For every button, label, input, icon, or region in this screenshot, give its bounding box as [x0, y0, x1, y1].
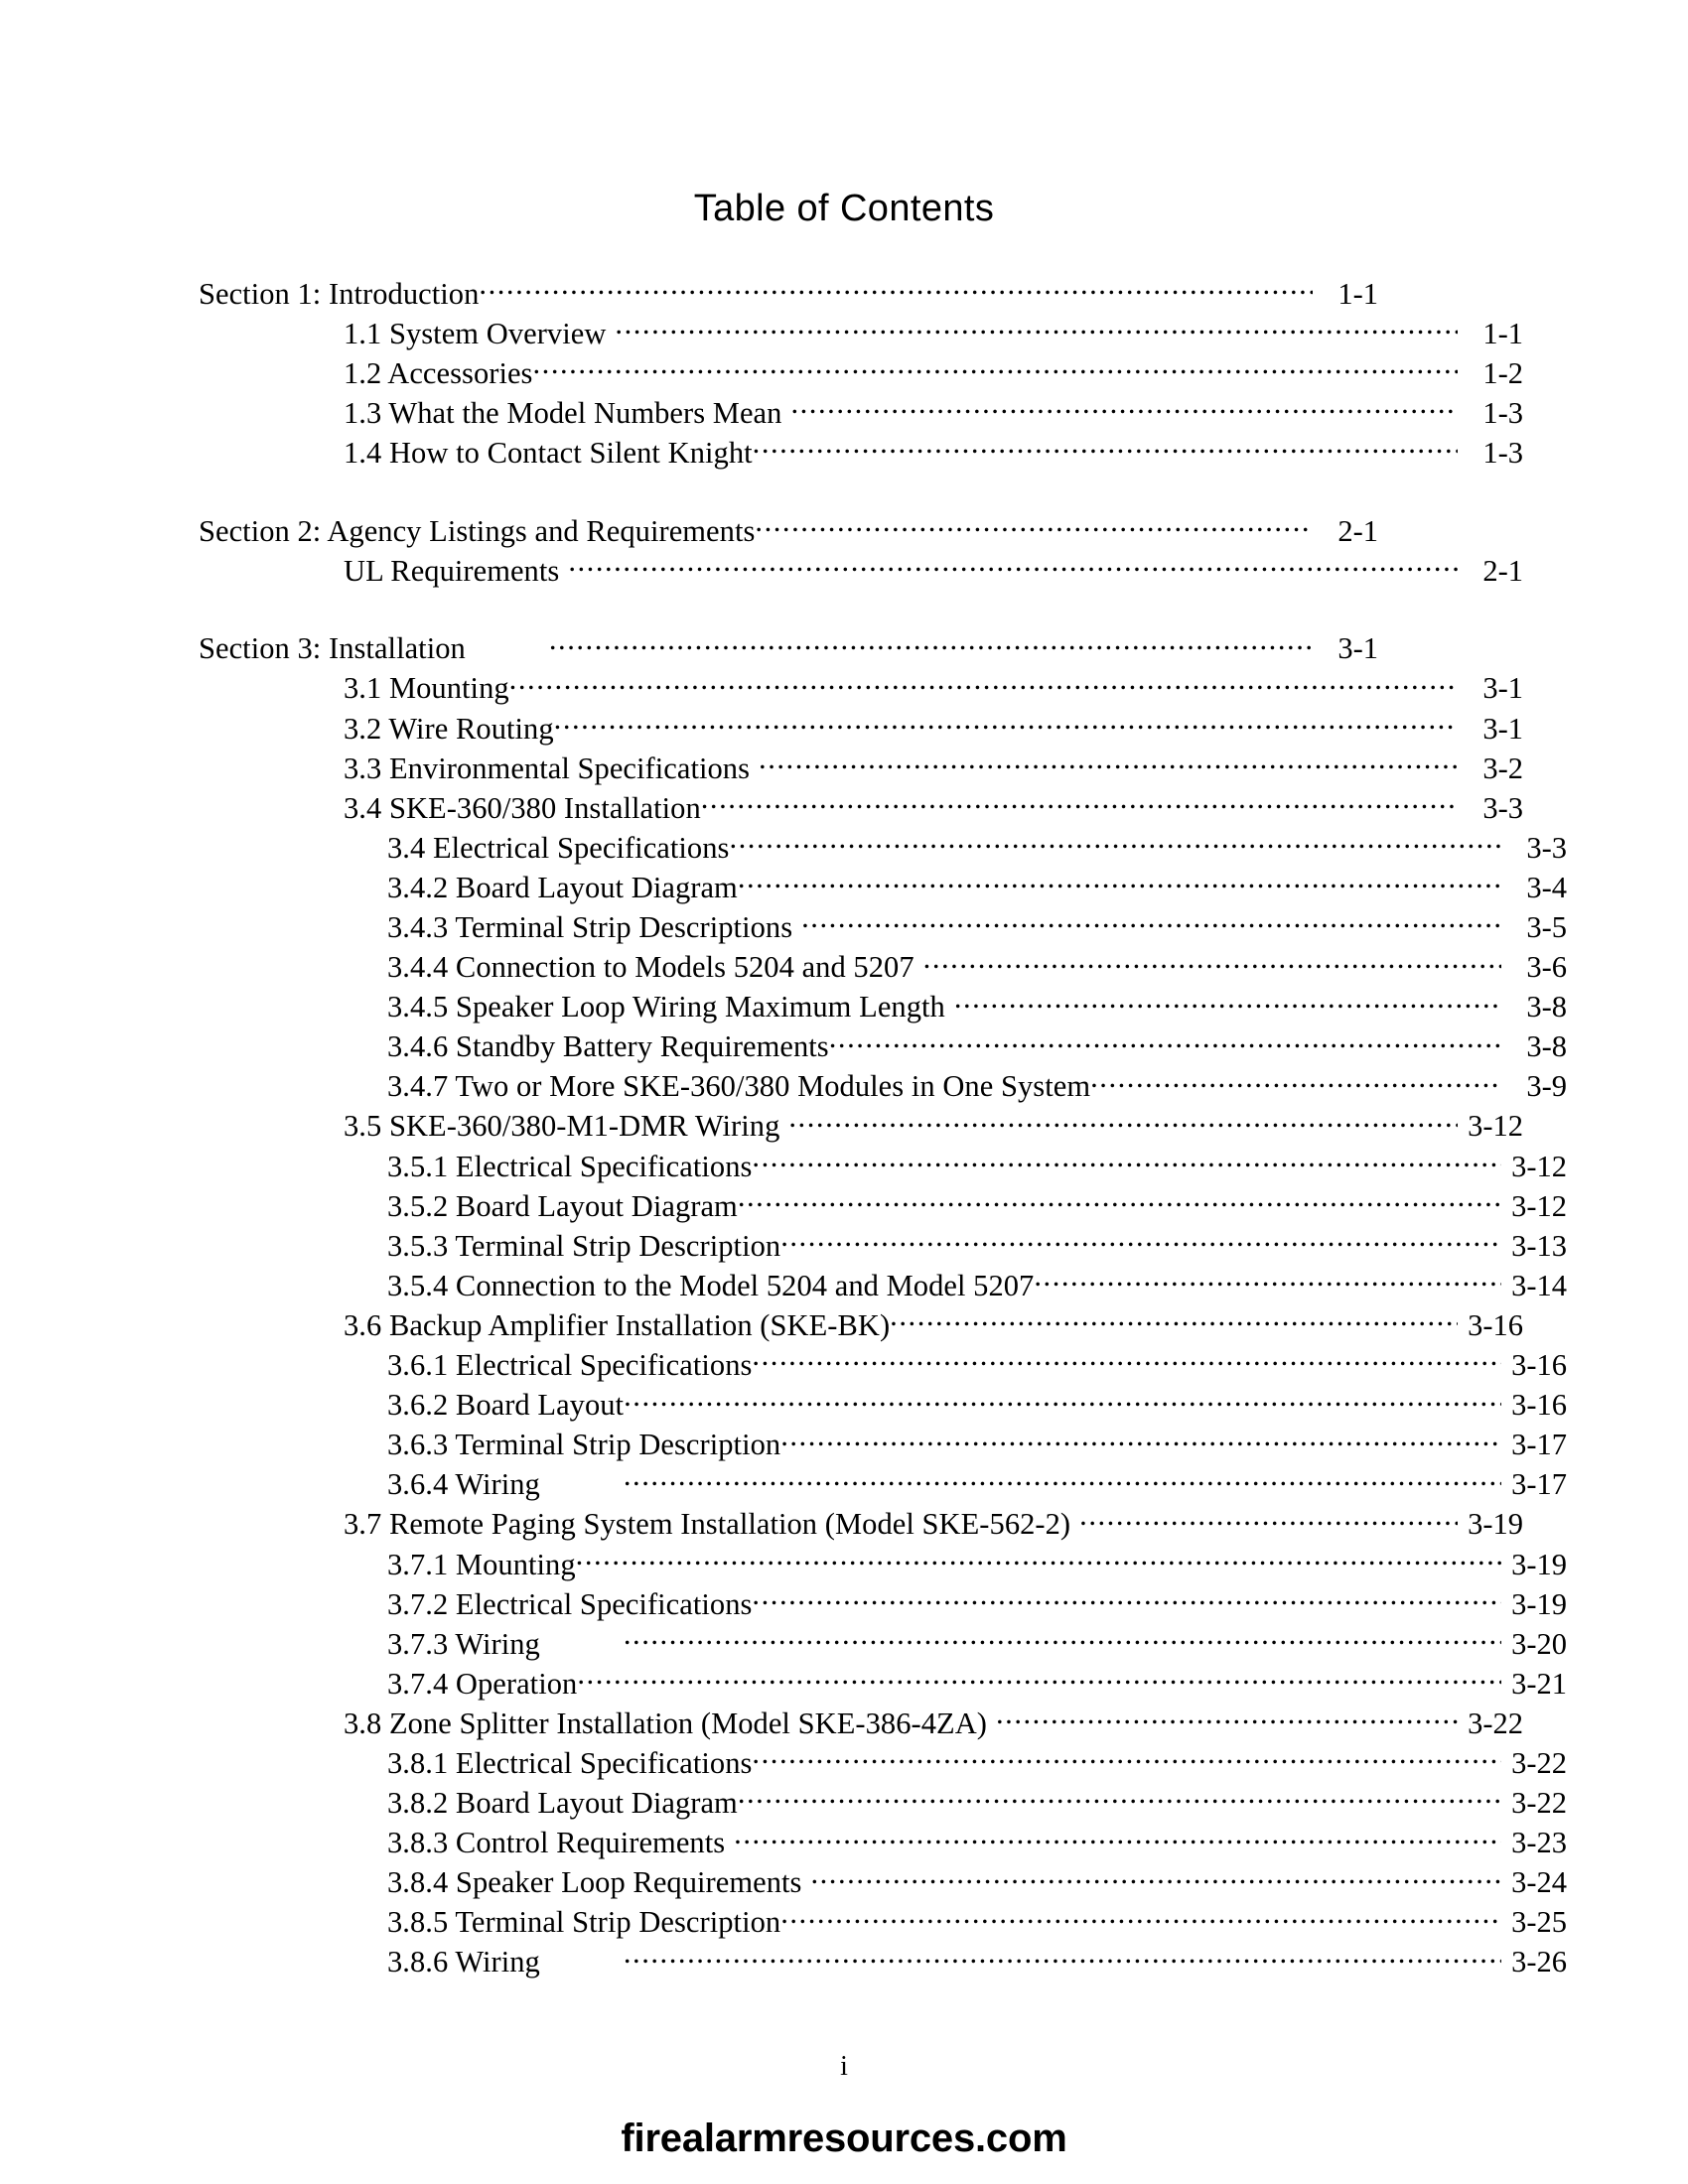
toc-dot-leader — [752, 1146, 1501, 1176]
toc-dot-leader — [780, 1902, 1501, 1933]
toc-entry-label: 3.7.2 Electrical Specifications — [387, 1586, 753, 1621]
toc-entry-page-number: 3-16 — [1511, 1388, 1567, 1423]
toc-dot-leader — [890, 1304, 1458, 1335]
toc-subsection-entry[interactable] — [387, 1862, 1567, 1902]
toc-dot-leader — [738, 1185, 1501, 1216]
toc-entry-label: 3.4.5 Speaker Loop Wiring Maximum Length — [387, 990, 945, 1024]
toc-entry-label: 3.4.4 Connection to Models 5204 and 5207 — [387, 950, 914, 985]
toc-entry-label: 3.7.4 Operation — [387, 1666, 578, 1701]
toc-subsection-entry[interactable] — [387, 1225, 1567, 1265]
toc-entry-page-number: 3-9 — [1526, 1069, 1567, 1104]
toc-dot-leader — [801, 907, 1501, 938]
toc-dot-leader — [729, 827, 1501, 858]
toc-entry-label: 3.5.4 Connection to the Model 5204 and Model 5207 — [387, 1268, 1035, 1302]
toc-entry-page-number: 3-1 — [1337, 631, 1378, 666]
toc-subsection-entry[interactable] — [387, 1742, 1567, 1782]
toc-entry-label: 1.3 What the Model Numbers Mean — [344, 395, 782, 430]
toc-subsection-entry[interactable] — [387, 907, 1567, 947]
toc-dot-leader — [624, 1385, 1501, 1416]
toc-entry-page-number: 1-2 — [1482, 355, 1523, 390]
toc-dot-leader — [738, 867, 1501, 897]
toc-subsection-entry[interactable] — [387, 1146, 1567, 1185]
toc-entry-label: Section 3: Installation — [199, 631, 466, 666]
toc-subsection-entry[interactable] — [387, 987, 1567, 1026]
toc-dot-leader — [755, 510, 1313, 541]
toc-entry-label: 1.1 System Overview — [344, 316, 607, 350]
toc-dot-leader — [568, 550, 1458, 581]
toc-entry-label: 3.6 Backup Amplifier Installation (SKE-BK) — [344, 1307, 891, 1342]
toc-dot-leader — [1034, 1265, 1501, 1296]
toc-entry-label: 3.4.7 Two or More SKE-360/380 Modules in One System — [387, 1069, 1091, 1104]
toc-dot-leader — [752, 1742, 1501, 1773]
toc-dot-leader — [829, 1026, 1501, 1057]
toc-entry-page-number: 3-19 — [1511, 1547, 1567, 1581]
toc-entry-page-number: 3-16 — [1511, 1348, 1567, 1383]
toc-entry-label: 3.6.4 Wiring — [387, 1467, 540, 1502]
toc-entry-page-number: 3-22 — [1511, 1745, 1567, 1780]
toc-entry-label: 3.4 Electrical Specifications — [387, 830, 730, 865]
toc-entry-label: 3.8.3 Control Requirements — [387, 1826, 726, 1860]
toc-entry-page-number: 1-1 — [1482, 316, 1523, 350]
toc-entry-page-number: 1-1 — [1337, 276, 1378, 311]
toc-dot-leader — [549, 628, 1313, 659]
toc-entry-label: 3.3 Environmental Specifications — [344, 751, 751, 785]
toc-entry-label: 3.2 Wire Routing — [344, 711, 554, 746]
toc-entry-page-number: 3-17 — [1511, 1467, 1567, 1502]
toc-subsection-entry[interactable] — [344, 1106, 1523, 1146]
toc-entry-page-number: 3-23 — [1511, 1826, 1567, 1860]
toc-entry-page-number: 3-8 — [1526, 1029, 1567, 1064]
toc-subsection-entry[interactable] — [344, 352, 1523, 392]
toc-section-entry[interactable] — [199, 510, 1378, 550]
toc-subsection-entry[interactable] — [387, 947, 1567, 987]
toc-dot-leader — [759, 748, 1458, 778]
toc-dot-leader — [790, 392, 1458, 423]
toc-subsection-entry[interactable] — [387, 1583, 1567, 1623]
toc-entry-label: 3.4.3 Terminal Strip Descriptions — [387, 910, 793, 944]
toc-entry-label: 3.6.2 Board Layout — [387, 1388, 625, 1423]
toc-dot-leader — [577, 1663, 1501, 1694]
toc-entry-label: Section 2: Agency Listings and Requirements — [199, 513, 756, 548]
toc-dot-leader — [576, 1544, 1501, 1574]
toc-entry-label: 1.2 Accessories — [344, 355, 533, 390]
toc-entry-page-number: 3-12 — [1511, 1188, 1567, 1223]
toc-entry-page-number: 3-12 — [1468, 1109, 1523, 1144]
toc-entry-page-number: 3-1 — [1482, 671, 1523, 706]
toc-entry-label: 3.7.3 Wiring — [387, 1626, 540, 1661]
toc-subsection-entry[interactable] — [387, 1464, 1567, 1504]
toc-dot-leader — [624, 1623, 1501, 1654]
toc-subsection-entry[interactable] — [387, 1544, 1567, 1583]
toc-entry-page-number: 3-17 — [1511, 1428, 1567, 1462]
toc-entry-label: 3.4.6 Standby Battery Requirements — [387, 1029, 829, 1064]
toc-dot-leader — [753, 432, 1458, 463]
toc-entry-label: Section 1: Introduction — [199, 276, 480, 311]
toc-section-entry[interactable] — [199, 273, 1378, 313]
toc-subsection-entry[interactable] — [344, 668, 1523, 708]
toc-spacer — [199, 472, 1378, 510]
toc-entry-page-number: 1-3 — [1482, 395, 1523, 430]
toc-entry-page-number: 3-19 — [1511, 1586, 1567, 1621]
toc-dot-leader — [532, 352, 1458, 383]
toc-entry-page-number: 3-8 — [1526, 990, 1567, 1024]
toc-dot-leader — [509, 668, 1458, 699]
toc-entry-page-number: 3-22 — [1511, 1786, 1567, 1821]
toc-entry-label: 3.8.6 Wiring — [387, 1945, 540, 1979]
toc-dot-leader — [615, 313, 1458, 343]
toc-entry-label: 3.5.3 Terminal Strip Description — [387, 1228, 781, 1263]
toc-subsection-entry[interactable] — [387, 1902, 1567, 1942]
toc-dot-leader — [996, 1703, 1458, 1733]
toc-entry-label: 3.6.1 Electrical Specifications — [387, 1348, 753, 1383]
toc-entry-label: 3.7.1 Mounting — [387, 1547, 576, 1581]
toc-subsection-entry[interactable] — [344, 432, 1523, 472]
toc-subsection-entry[interactable] — [387, 827, 1567, 867]
toc-entry-label: 3.8.4 Speaker Loop Requirements — [387, 1865, 802, 1900]
toc-entry-page-number: 3-26 — [1511, 1945, 1567, 1979]
toc-subsection-entry[interactable] — [344, 1703, 1523, 1742]
toc-dot-leader — [1079, 1504, 1458, 1535]
toc-dot-leader — [954, 987, 1501, 1018]
toc-entry-label: 3.5 SKE-360/380-M1-DMR Wiring — [344, 1109, 780, 1144]
toc-entry-label: 3.6.3 Terminal Strip Description — [387, 1428, 781, 1462]
toc-entry-page-number: 3-21 — [1511, 1666, 1567, 1701]
toc-entry-page-number: 3-19 — [1468, 1507, 1523, 1542]
toc-entry-page-number: 3-14 — [1511, 1268, 1567, 1302]
toc-dot-leader — [554, 708, 1458, 739]
toc-subsection-entry[interactable] — [387, 1345, 1567, 1385]
toc-entry-page-number: 3-13 — [1511, 1228, 1567, 1263]
toc-entry-label: 3.8.2 Board Layout Diagram — [387, 1786, 738, 1821]
toc-entry-label: 3.8.1 Electrical Specifications — [387, 1745, 753, 1780]
toc-entry-page-number: 3-5 — [1526, 910, 1567, 944]
toc-subsection-entry[interactable] — [344, 708, 1523, 748]
toc-subsection-entry[interactable] — [387, 1385, 1567, 1425]
toc-subsection-entry[interactable] — [387, 1425, 1567, 1464]
toc-dot-leader — [752, 1583, 1501, 1614]
toc-section-entry[interactable] — [199, 628, 1378, 668]
toc-entry-label: 1.4 How to Contact Silent Knight — [344, 435, 753, 470]
table-of-contents — [199, 273, 1567, 1981]
toc-dot-leader — [788, 1106, 1458, 1137]
toc-dot-leader — [752, 1345, 1501, 1376]
toc-entry-page-number: 3-2 — [1482, 751, 1523, 785]
toc-entry-label: 3.1 Mounting — [344, 671, 509, 706]
toc-dot-leader — [734, 1823, 1501, 1853]
toc-entry-page-number: 3-4 — [1526, 870, 1567, 904]
toc-entry-page-number: 2-1 — [1482, 553, 1523, 588]
toc-entry-label: 3.4.2 Board Layout Diagram — [387, 870, 738, 904]
toc-entry-label: 3.5.2 Board Layout Diagram — [387, 1188, 738, 1223]
toc-entry-page-number: 3-22 — [1468, 1706, 1523, 1740]
site-watermark: firealarmresources.com — [621, 2116, 1067, 2160]
toc-entry-page-number: 3-3 — [1482, 790, 1523, 825]
toc-subsection-entry[interactable] — [387, 867, 1567, 906]
toc-dot-leader — [624, 1464, 1501, 1495]
toc-dot-leader — [479, 273, 1313, 304]
toc-entry-label: 3.8 Zone Splitter Installation (Model SKE-386-4ZA) — [344, 1706, 987, 1740]
toc-subsection-entry[interactable] — [344, 748, 1523, 787]
toc-dot-leader — [923, 947, 1501, 978]
toc-dot-leader — [701, 787, 1458, 818]
toc-subsection-entry[interactable] — [344, 1504, 1523, 1544]
toc-entry-label: 3.4 SKE-360/380 Installation — [344, 790, 701, 825]
toc-entry-label: UL Requirements — [344, 553, 560, 588]
toc-entry-page-number: 3-16 — [1468, 1307, 1523, 1342]
toc-dot-leader — [780, 1425, 1501, 1455]
toc-subsection-entry[interactable] — [387, 1265, 1567, 1304]
toc-subsection-entry[interactable] — [387, 1066, 1567, 1106]
toc-subsection-entry[interactable] — [387, 1783, 1567, 1823]
toc-entry-page-number: 3-6 — [1526, 950, 1567, 985]
toc-subsection-entry[interactable] — [344, 313, 1523, 352]
toc-entry-page-number: 3-1 — [1482, 711, 1523, 746]
toc-subsection-entry[interactable] — [344, 787, 1523, 827]
toc-entry-page-number: 2-1 — [1337, 513, 1378, 548]
toc-entry-page-number: 3-12 — [1511, 1149, 1567, 1183]
toc-dot-leader — [1090, 1066, 1501, 1097]
toc-entry-page-number: 3-3 — [1526, 830, 1567, 865]
toc-entry-label: 3.5.1 Electrical Specifications — [387, 1149, 753, 1183]
toc-subsection-entry[interactable] — [387, 1026, 1567, 1066]
toc-dot-leader — [810, 1862, 1501, 1893]
toc-subsection-entry[interactable] — [387, 1942, 1567, 1981]
toc-entry-label: 3.8.5 Terminal Strip Description — [387, 1905, 781, 1940]
toc-subsection-entry[interactable] — [344, 550, 1523, 590]
toc-entry-page-number: 1-3 — [1482, 435, 1523, 470]
toc-entry-label: 3.7 Remote Paging System Installation (Model SKE-562-2) — [344, 1507, 1071, 1542]
page-folio: i — [840, 2051, 848, 2082]
toc-spacer — [199, 590, 1378, 628]
toc-dot-leader — [780, 1225, 1501, 1256]
toc-entry-page-number: 3-25 — [1511, 1905, 1567, 1940]
toc-entry-page-number: 3-24 — [1511, 1865, 1567, 1900]
toc-subsection-entry[interactable] — [344, 1304, 1523, 1344]
toc-subsection-entry[interactable] — [387, 1663, 1567, 1703]
toc-subsection-entry[interactable] — [387, 1823, 1567, 1862]
toc-dot-leader — [624, 1942, 1501, 1973]
toc-subsection-entry[interactable] — [344, 392, 1523, 432]
page-title: Table of Contents — [693, 188, 995, 229]
toc-dot-leader — [738, 1783, 1501, 1814]
toc-subsection-entry[interactable] — [387, 1623, 1567, 1663]
toc-entry-page-number: 3-20 — [1511, 1626, 1567, 1661]
toc-subsection-entry[interactable] — [387, 1185, 1567, 1225]
